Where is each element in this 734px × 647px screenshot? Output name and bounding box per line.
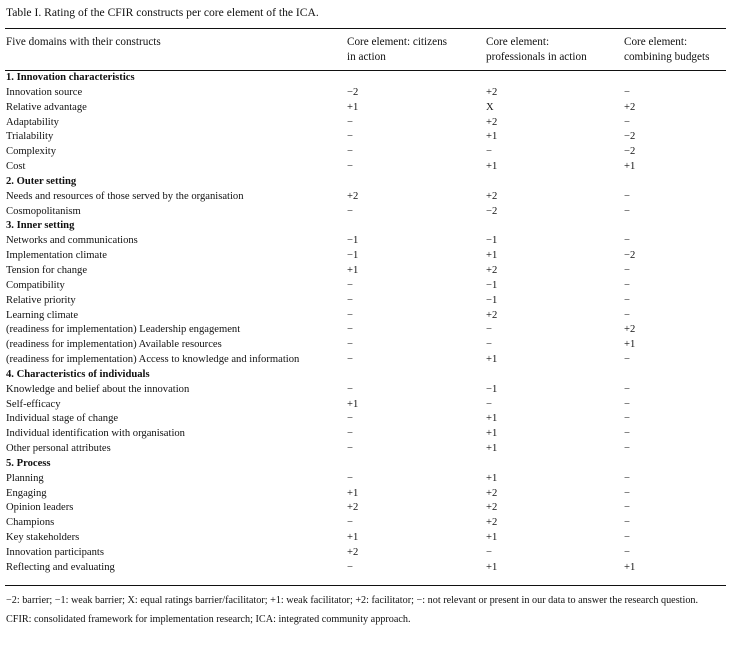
table-row: [0, 116, 734, 131]
citizens-rating: +1: [347, 532, 359, 544]
citizens-rating: +2: [347, 547, 359, 558]
table-row: [0, 487, 734, 502]
construct-label: Complexity: [6, 146, 57, 158]
citizens-rating: −: [347, 294, 353, 306]
table-row: [0, 294, 734, 309]
citizens-rating: −: [347, 561, 353, 573]
table-row: [0, 412, 734, 427]
table-row: [0, 86, 734, 101]
citizens-rating: +1: [347, 487, 359, 499]
table-row: [0, 516, 734, 531]
professionals-rating: −: [486, 146, 492, 158]
section-heading-row: [0, 368, 734, 383]
construct-label: Innovation participants: [6, 547, 104, 558]
header-professionals-line2: professionals in action: [486, 51, 587, 63]
table-row: [0, 130, 734, 145]
table-row: [0, 546, 734, 561]
section-heading-row: [0, 457, 734, 472]
construct-label: Knowledge and belief about the innovation: [6, 383, 190, 395]
budgets-rating: +2: [624, 101, 636, 113]
abbreviation-note: CFIR: consolidated framework for implementation research; ICA: integrated community approach.: [6, 614, 411, 625]
citizens-rating: −: [347, 205, 353, 217]
construct-label: Champions: [6, 517, 55, 529]
construct-label: (readiness for implementation) Available resources: [6, 339, 222, 351]
budgets-rating: +2: [624, 324, 636, 336]
table-row: [0, 264, 734, 279]
table-row: [0, 561, 734, 576]
budgets-rating: −: [624, 279, 630, 291]
header-budgets-line1: Core element:: [624, 36, 688, 48]
professionals-rating: −1: [486, 279, 498, 291]
construct-label: Cosmopolitanism: [6, 205, 81, 217]
construct-label: (readiness for implementation) Leadership engagement: [6, 324, 241, 336]
construct-label: Planning: [6, 472, 44, 484]
professionals-rating: +1: [486, 428, 498, 440]
budgets-rating: −: [624, 86, 630, 98]
budgets-rating: −: [624, 472, 630, 484]
header-citizens-line1: Core element: citizens: [347, 36, 448, 48]
table-row: [0, 145, 734, 160]
header-budgets-line2: combining budgets: [624, 51, 710, 63]
professionals-rating: X: [486, 101, 494, 113]
construct-label: Individual stage of change: [6, 413, 119, 425]
professionals-rating: +1: [486, 413, 498, 425]
section-label: 1. Innovation characteristics: [6, 72, 135, 83]
header-domains-label: Five domains with their constructs: [6, 36, 161, 48]
construct-label: Reflecting and evaluating: [6, 561, 115, 573]
citizens-rating: −: [347, 161, 353, 173]
table-row: [0, 249, 734, 264]
table-row: [0, 383, 734, 398]
professionals-rating: +1: [486, 561, 498, 573]
construct-label: Key stakeholders: [6, 532, 80, 544]
construct-label: Networks and communications: [6, 235, 138, 247]
professionals-rating: +1: [486, 532, 498, 544]
construct-label: Relative priority: [6, 294, 76, 306]
construct-label: Individual identification with organisation: [6, 428, 185, 440]
header-professionals: [486, 35, 587, 65]
budgets-rating: −: [624, 502, 630, 514]
section-heading-row: [0, 71, 734, 86]
section-label: 3. Inner setting: [6, 220, 75, 232]
header-citizens-line2: in action: [347, 51, 386, 63]
header-domains: [6, 35, 161, 50]
budgets-rating: −2: [624, 146, 636, 158]
construct-label: Tension for change: [6, 264, 88, 276]
professionals-rating: +1: [486, 354, 498, 366]
citizens-rating: −: [347, 116, 353, 128]
professionals-rating: +1: [486, 472, 498, 484]
table-notes: [6, 594, 728, 632]
table-row: [0, 353, 734, 368]
professionals-rating: +2: [486, 517, 498, 529]
table-row: [0, 323, 734, 338]
citizens-rating: −: [347, 428, 353, 440]
header-professionals-line1: Core element:: [486, 36, 550, 48]
budgets-rating: −: [624, 190, 630, 202]
construct-label: Learning climate: [6, 309, 79, 321]
budgets-rating: −: [624, 116, 630, 128]
construct-label: Self-efficacy: [6, 398, 61, 410]
section-label: 5. Process: [6, 457, 51, 469]
citizens-rating: −: [347, 146, 353, 158]
bottom-rule: [5, 585, 726, 586]
construct-label: Compatibility: [6, 279, 65, 291]
citizens-rating: +2: [347, 190, 359, 202]
top-rule: [5, 28, 726, 29]
budgets-rating: −: [624, 205, 630, 217]
section-heading-row: [0, 219, 734, 234]
professionals-rating: +1: [486, 161, 498, 173]
citizens-rating: −: [347, 443, 353, 455]
table-row: [0, 442, 734, 457]
professionals-rating: +1: [486, 131, 498, 143]
citizens-rating: −: [347, 472, 353, 484]
budgets-rating: −: [624, 294, 630, 306]
construct-label: Innovation source: [6, 86, 83, 98]
table-row: [0, 309, 734, 324]
header-citizens: [347, 35, 447, 65]
professionals-rating: +2: [486, 116, 498, 128]
construct-label: Opinion leaders: [6, 502, 74, 514]
professionals-rating: −1: [486, 294, 498, 306]
budgets-rating: −: [624, 235, 630, 247]
budgets-rating: −: [624, 354, 630, 366]
citizens-rating: −: [347, 339, 353, 351]
professionals-rating: −: [486, 547, 492, 558]
budgets-rating: +1: [624, 339, 636, 351]
table-row: [0, 234, 734, 249]
construct-label: Needs and resources of those served by the organisation: [6, 190, 244, 202]
budgets-rating: +1: [624, 561, 636, 573]
budgets-rating: −: [624, 487, 630, 499]
professionals-rating: −: [486, 339, 492, 351]
budgets-rating: −: [624, 517, 630, 529]
citizens-rating: −: [347, 383, 353, 395]
budgets-rating: −: [624, 383, 630, 395]
budgets-rating: −: [624, 309, 630, 321]
construct-label: Implementation climate: [6, 250, 107, 262]
professionals-rating: −: [486, 398, 492, 410]
professionals-rating: +2: [486, 502, 498, 514]
professionals-rating: +2: [486, 264, 498, 276]
table-row: [0, 205, 734, 220]
header-budgets: [624, 35, 709, 65]
budgets-rating: −: [624, 547, 630, 558]
citizens-rating: −1: [347, 235, 359, 247]
construct-label: Other personal attributes: [6, 443, 111, 455]
budgets-rating: −: [624, 413, 630, 425]
budgets-rating: +1: [624, 161, 636, 173]
section-label: 2. Outer setting: [6, 175, 77, 187]
table-row: [0, 531, 734, 546]
citizens-rating: +2: [347, 502, 359, 514]
table-caption: Table I. Rating of the CFIR constructs per core element of the ICA.: [6, 6, 319, 19]
table-row: [0, 279, 734, 294]
professionals-rating: −1: [486, 383, 498, 395]
professionals-rating: −2: [486, 205, 498, 217]
table-row: [0, 472, 734, 487]
citizens-rating: −: [347, 413, 353, 425]
citizens-rating: −: [347, 131, 353, 143]
construct-label: Trialability: [6, 131, 54, 143]
professionals-rating: −1: [486, 235, 498, 247]
budgets-rating: −: [624, 398, 630, 410]
citizens-rating: −2: [347, 86, 359, 98]
construct-label: Engaging: [6, 487, 47, 499]
construct-label: (readiness for implementation) Access to knowledge and information: [6, 354, 300, 366]
section-label: 4. Characteristics of individuals: [6, 368, 150, 380]
professionals-rating: +1: [486, 250, 498, 262]
budgets-rating: −: [624, 428, 630, 440]
citizens-rating: −: [347, 279, 353, 291]
professionals-rating: +1: [486, 443, 498, 455]
budgets-rating: −: [624, 532, 630, 544]
table-row: [0, 160, 734, 175]
table-row: [0, 398, 734, 413]
citizens-rating: −1: [347, 250, 359, 262]
table-row: [0, 338, 734, 353]
citizens-rating: +1: [347, 101, 359, 113]
professionals-rating: +2: [486, 190, 498, 202]
construct-label: Relative advantage: [6, 101, 87, 113]
citizens-rating: −: [347, 517, 353, 529]
citizens-rating: −: [347, 324, 353, 336]
professionals-rating: +2: [486, 487, 498, 499]
table-row: [0, 501, 734, 516]
table-row: [0, 427, 734, 442]
professionals-rating: −: [486, 324, 492, 336]
legend-note: −2: barrier; −1: weak barrier; X: equal ratings barrier/facilitator; +1: weak facilitator; +2: facilitator; −: not relevant or present in our data to answer the research question.: [6, 595, 699, 606]
budgets-rating: −: [624, 264, 630, 276]
citizens-rating: +1: [347, 398, 359, 410]
budgets-rating: −: [624, 443, 630, 455]
citizens-rating: −: [347, 309, 353, 321]
citizens-rating: −: [347, 354, 353, 366]
construct-label: Cost: [6, 161, 26, 173]
budgets-rating: −2: [624, 131, 636, 143]
budgets-rating: −2: [624, 250, 636, 262]
citizens-rating: +1: [347, 264, 359, 276]
construct-label: Adaptability: [6, 116, 59, 128]
table-row: [0, 101, 734, 116]
table-row: [0, 190, 734, 205]
section-heading-row: [0, 175, 734, 190]
professionals-rating: +2: [486, 86, 498, 98]
table-body: [0, 71, 734, 576]
professionals-rating: +2: [486, 309, 498, 321]
